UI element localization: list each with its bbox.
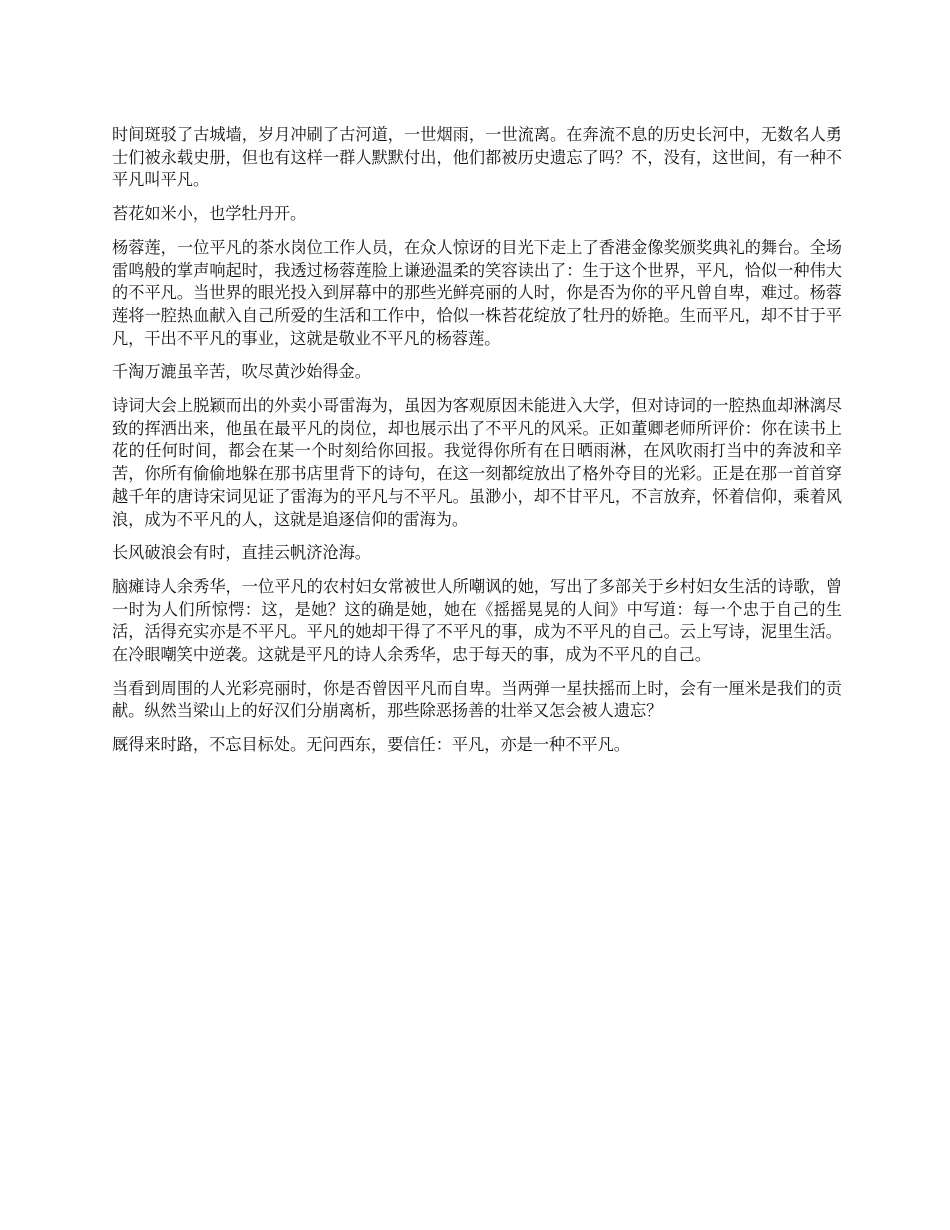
paragraph-quote-long-wind: 长风破浪会有时，直挂云帆济沧海。 [112, 543, 371, 563]
paragraph-quote-gold-sand: 千淘万漉虽辛苦，吹尽黄沙始得金。 [112, 362, 371, 382]
document-body [112, 124, 842, 768]
paragraph-opening: 时间斑驳了古城墙，岁月冲刷了古河道，一世烟雨，一世流离。在奔流不息的历史长河中，无数名人勇士们被永载史册，但也有这样一群人默默付出，他们都被历史遗忘了吗？不，没有，这世间，有一种不平凡叫平凡。 [112, 125, 842, 190]
paragraph-conclusion: 厩得来时路，不忘目标处。无问西东，要信任：平凡，亦是一种不平凡。 [112, 735, 630, 755]
paragraph-yu-xiuhua: 脑瘫诗人余秀华，一位平凡的农村妇女常被世人所嘲讽的她，写出了多部关于乡村妇女生活的诗歌，曾一时为人们所惊愕：这，是她？这的确是她，她在《摇摇晃晃的人间》中写道：每一个忠于自己的生活，活得充实亦是不平凡。平凡的她却干得了不平凡的事，成为不平凡的自己。云上写诗，泥里生活。在冷眼嘲笑中逆袭。这就是平凡的诗人余秀华，忠于每天的事，成为不平凡的自己。 [112, 576, 842, 665]
paragraph-yang-ronglian: 杨蓉莲，一位平凡的茶水岗位工作人员，在众人惊讶的目光下走上了香港金像奖颁奖典礼的舞台。全场雷鸣般的掌声响起时，我透过杨蓉莲脸上谦逊温柔的笑容读出了：生于这个世界，平凡，恰似一种伟大的不平凡。当世界的眼光投入到屏幕中的那些光鲜亮丽的人时，你是否为你的平凡曾自卑，难过。杨蓉莲将一腔热血献入自己所爱的生活和工作中，恰似一株苔花绽放了牡丹的娇艳。生而平凡，却不甘于平凡，干出不平凡的事业，这就是敬业不平凡的杨蓉莲。 [112, 237, 842, 348]
paragraph-reflection: 当看到周围的人光彩亮丽时，你是否曾因平凡而自卑。当两弹一星扶摇而上时，会有一厘米是我们的贡献。纵然当梁山上的好汉们分崩离析，那些除恶扬善的壮举又怎会被人遗忘？ [112, 678, 842, 721]
paragraph-quote-moss-flower: 苔花如米小，也学牡丹开。 [112, 204, 307, 224]
paragraph-lei-haiwei: 诗词大会上脱颖而出的外卖小哥雷海为，虽因为客观原因未能进入大学，但对诗词的一腔热血却淋漓尽致的挥洒出来，他虽在最平凡的岗位，却也展示出了不平凡的风采。正如董卿老师所评价：你在读书上花的任何时间，都会在某一个时刻给你回报。我觉得你所有在日晒雨淋，在风吹雨打当中的奔波和辛苦，你所有偷偷地躲在那书店里背下的诗句，在这一刻都绽放出了格外夺目的光彩。正是在那一首首穿越千年的唐诗宋词见证了雷海为的平凡与不平凡。虽渺小，却不甘平凡，不言放弃，怀着信仰，乘着风浪，成为不平凡的人，这就是追逐信仰的雷海为。 [112, 396, 842, 529]
